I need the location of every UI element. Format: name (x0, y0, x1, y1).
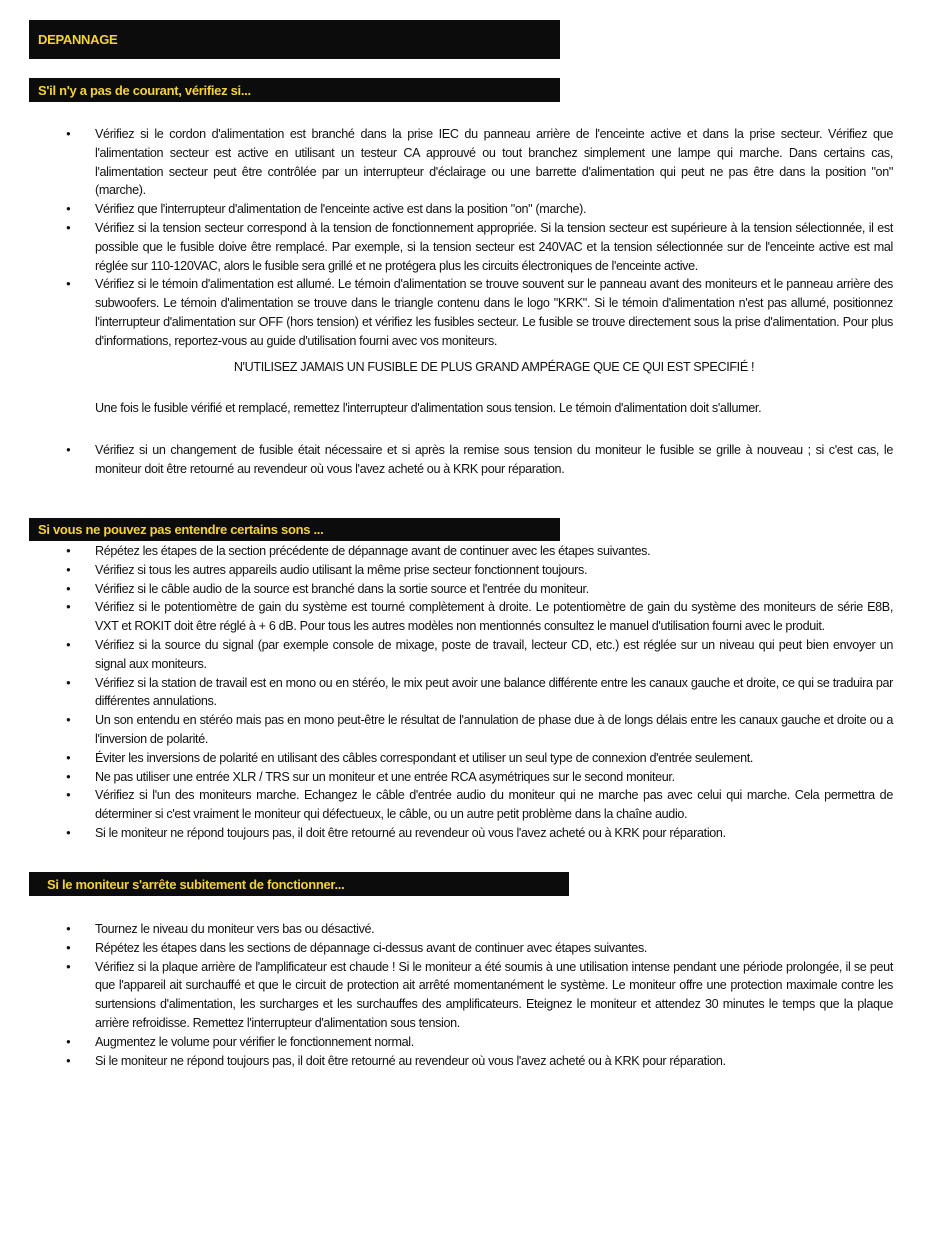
list-item: ● Un son entendu en stéréo mais pas en mono peut-être le résultat de l'annulation de phase due à de longs délais entre les canaux gauche et droite ou a l'inversion de polarité. (0, 711, 893, 749)
stopped-working-list (0, 920, 950, 1070)
fuse-warning: N'UTILISEZ JAMAIS UN FUSIBLE DE PLUS GRAND AMPÉRAGE QUE CE QUI EST SPECIFIÉ ! (233, 360, 755, 374)
list-item: ● Vérifiez si l'un des moniteurs marche. Echangez le câble d'entrée audio du moniteur qui ne marche pas avec celui qui marche. Cela permettra de déterminer si c'est vraiment le moniteur qui défectueux, le câble, ou un autre petit problème dans la chaîne audio. (0, 786, 893, 824)
no-sound-list (0, 542, 950, 843)
list-item: ● Augmentez le volume pour vérifier le fonctionnement normal. (0, 1033, 893, 1052)
section-heading-no-power: S'il n'y a pas de courant, vérifiez si... (29, 78, 560, 102)
fuse-replaced-note: Une fois le fusible vérifié et remplacé, remettez l'interrupteur d'alimentation sous tension. Le témoin d'alimentation doit s'allumer. (95, 401, 762, 415)
list-item: ● Éviter les inversions de polarité en utilisant des câbles correspondant et utiliser un seul type de connexion d'entrée seulement. (0, 749, 893, 768)
no-power-list (0, 125, 950, 351)
section-heading-no-sound: Si vous ne pouvez pas entendre certains sons ... (29, 518, 560, 541)
list-item: ● Tournez le niveau du moniteur vers bas ou désactivé. (0, 920, 893, 939)
list-item: ● Vérifiez que l'interrupteur d'alimentation de l'enceinte active est dans la position "on" (marche). (0, 200, 893, 219)
list-item: ● Répétez les étapes dans les sections de dépannage ci-dessus avant de continuer avec étapes suivantes. (0, 939, 893, 958)
list-item: ● Vérifiez si le câble audio de la source est branché dans la sortie source et l'entrée du moniteur. (0, 580, 893, 599)
list-item: ● Vérifiez si la source du signal (par exemple console de mixage, poste de travail, lecteur CD, etc.) est réglée sur un niveau qui peut bien envoyer un signal aux moniteurs. (0, 636, 893, 674)
no-power-list-continued (0, 441, 950, 479)
list-item: ● Si le moniteur ne répond toujours pas, il doit être retourné au revendeur où vous l'avez acheté ou à KRK pour réparation. (0, 1052, 893, 1071)
list-item: ● Vérifiez si le cordon d'alimentation est branché dans la prise IEC du panneau arrière de l'enceinte active et dans la prise secteur. Vérifiez que l'alimentation secteur est active en utilisant un testeur CA approuvé ou tout branchez simplement une lampe qui marche. Dans certains cas, l'alimentation secteur peut être contrôlée par un interrupteur d'éclairage ou une barrette d'alimentation qui peut ne pas être dans la position "on" (marche). (0, 125, 893, 200)
list-item: ● Vérifiez si le potentiomètre de gain du système est tourné complètement à droite. Le potentiomètre de gain du système des moniteurs de série E8B, VXT et ROKIT doit être réglé à + 6 dB. Pour tous les autres modèles non mentionnés consultez le manuel d'utilisation fourni avec le produit. (0, 598, 893, 636)
list-item: ● Vérifiez si la tension secteur correspond à la tension de fonctionnement appropriée. Si la tension secteur est supérieure à la tension sélectionnée, il est possible que le fusible doive être remplacé. Par exemple, si la tension secteur est 240VAC et la tension sélectionnée sur de l'enceinte active est mal réglée sur 110-120VAC, alors le fusible sera grillé et ne protégera plus les circuits électroniques de l'enceinte active. (0, 219, 893, 275)
list-item: ● Vérifiez si un changement de fusible était nécessaire et si après la remise sous tension du moniteur le fusible se grille à nouveau ; si c'est cas, le moniteur doit être retourné au revendeur où vous l'avez acheté ou à KRK pour réparation. (0, 441, 893, 479)
list-item: ● Vérifiez si le témoin d'alimentation est allumé. Le témoin d'alimentation se trouve souvent sur le panneau avant des moniteurs et le panneau arrière des subwoofers. Le témoin d'alimentation se trouve dans le triangle contenu dans le logo "KRK". Si le témoin d'alimentation n'est pas allumé, positionnez l'interrupteur d'alimentation sur OFF (hors tension) et vérifiez les fusibles secteur. Le fusible se trouve directement sous la prise d'alimentation. Pour plus d'informations, reportez-vous au guide d'utilisation fourni avec vos moniteurs. (0, 275, 893, 350)
list-item: ● Ne pas utiliser une entrée XLR / TRS sur un moniteur et une entrée RCA asymétriques sur le second moniteur. (0, 768, 893, 787)
list-item: ● Vérifiez si la station de travail est en mono ou en stéréo, le mix peut avoir une balance différente entre les canaux gauche et droite, ce qui se traduira par différentes annulations. (0, 674, 893, 712)
list-item: ● Vérifiez si tous les autres appareils audio utilisant la même prise secteur fonctionnent toujours. (0, 561, 893, 580)
list-item: ● Si le moniteur ne répond toujours pas, il doit être retourné au revendeur où vous l'avez acheté ou à KRK pour réparation. (0, 824, 893, 843)
list-item: ● Vérifiez si la plaque arrière de l'amplificateur est chaude ! Si le moniteur a été soumis à une utilisation intense pendant une période prolongée, il se peut que l'appareil ait surchauffé et que le circuit de protection ait arrêté momentanément le système. Le moniteur offre une protection maximale contre les surtensions d'alimentation, les surcharges et les surchauffes des amplificateurs. Eteignez le moniteur et attendez 30 minutes le temps que la plaque arrière refroidisse. Remettez l'interrupteur d'alimentation sous tension. (0, 958, 893, 1033)
page-title: DEPANNAGE (29, 20, 560, 59)
section-heading-stopped-working: Si le moniteur s'arrête subitement de fonctionner... (29, 872, 569, 896)
list-item: ● Répétez les étapes de la section précédente de dépannage avant de continuer avec les étapes suivantes. (0, 542, 893, 561)
